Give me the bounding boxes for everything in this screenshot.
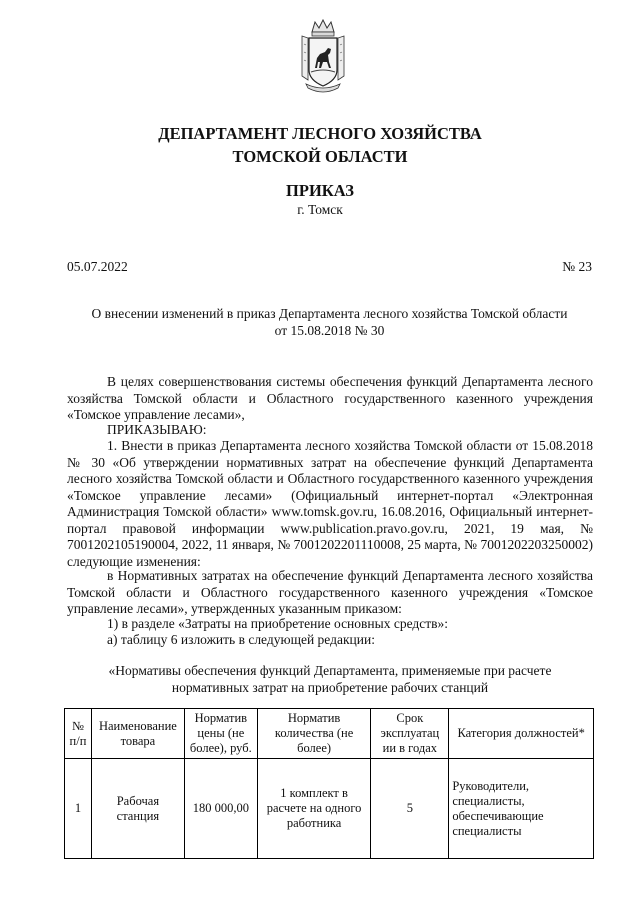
department-title-line2: ТОМСКОЙ ОБЛАСТИ — [232, 147, 408, 166]
header-service-life: Срок эксплуатац ии в годах — [371, 709, 449, 759]
table-title — [67, 662, 593, 696]
cell-quantity: 1 комплект в расчете на одного работника — [257, 759, 371, 859]
paragraph-order-word: ПРИКАЗЫВАЮ: — [107, 422, 207, 437]
paragraph-preamble: В целях совершенствования системы обеспечения функций Департамента лесного хозяйства Томской области и Областного государственного казенного учреждения «Томское управление лесами», — [67, 374, 593, 422]
header-price-norm: Норматив цены (не более), руб. — [184, 709, 257, 759]
city: г. Томск — [297, 202, 343, 217]
header-product-name: Наименование товара — [91, 709, 184, 759]
table-title-line1: «Нормативы обеспечения функций Департамента, применяемые при расчете — [108, 663, 552, 678]
paragraph-norms: в Нормативных затратах на обеспечение функций Департамента лесного хозяйства Томской области и Областного государственного казенного учреждения «Томское управление лесами», утвержденных указанным приказом: — [67, 568, 593, 616]
coat-of-arms-icon — [298, 18, 348, 94]
subject-line2: от 15.08.2018 № 30 — [274, 323, 385, 338]
paragraph-item-1: 1. Внести в приказ Департамента лесного хозяйства Томской области от 15.08.2018 № 30 «Об утверждении нормативных затрат на обеспечение функций Департамента лесного хозяйства Томской области и Областного государственного казенного учреждения «Томское управление лесами» (Официальный интернет-портал «Электронная Администрация Томской области» www.tomsk.gov.ru, 16.08.2016, Официальный интернет-портал правовой информации www.publication.pravo.gov.ru, 2021, 19 мая, № 7001202105190004, 2022, 11 января, № 7001202201110008, 25 марта, № 7001202203250002) следующие изменения: — [67, 438, 593, 569]
document-number: № 23 — [562, 259, 592, 274]
table-row — [65, 759, 594, 859]
document-date: 05.07.2022 — [67, 259, 128, 274]
paragraph-table-instruction: а) таблицу 6 изложить в следующей редакции: — [107, 632, 375, 647]
paragraph-section: 1) в разделе «Затраты на приобретение основных средств»: — [107, 616, 449, 631]
cell-price: 180 000,00 — [184, 759, 257, 859]
cell-product-name: Рабочая станция — [91, 759, 184, 859]
header-number: № п/п — [65, 709, 92, 759]
header-position-category: Категория должностей* — [449, 709, 594, 759]
header-quantity-norm: Норматив количества (не более) — [257, 709, 371, 759]
document-subject — [67, 305, 592, 339]
department-title-line1: ДЕПАРТАМЕНТ ЛЕСНОГО ХОЗЯЙСТВА — [158, 124, 482, 143]
cell-number: 1 — [65, 759, 92, 859]
document-type: ПРИКАЗ — [286, 181, 354, 200]
cell-service-life: 5 — [371, 759, 449, 859]
subject-line1: О внесении изменений в приказ Департамента лесного хозяйства Томской области — [91, 306, 568, 321]
cell-position-category: Руководители, специалисты, обеспечивающие специалисты — [449, 759, 594, 859]
table-title-line2: нормативных затрат на приобретение рабочих станций — [171, 680, 489, 695]
workstation-norms-table — [64, 708, 594, 859]
table-header-row — [65, 709, 594, 759]
